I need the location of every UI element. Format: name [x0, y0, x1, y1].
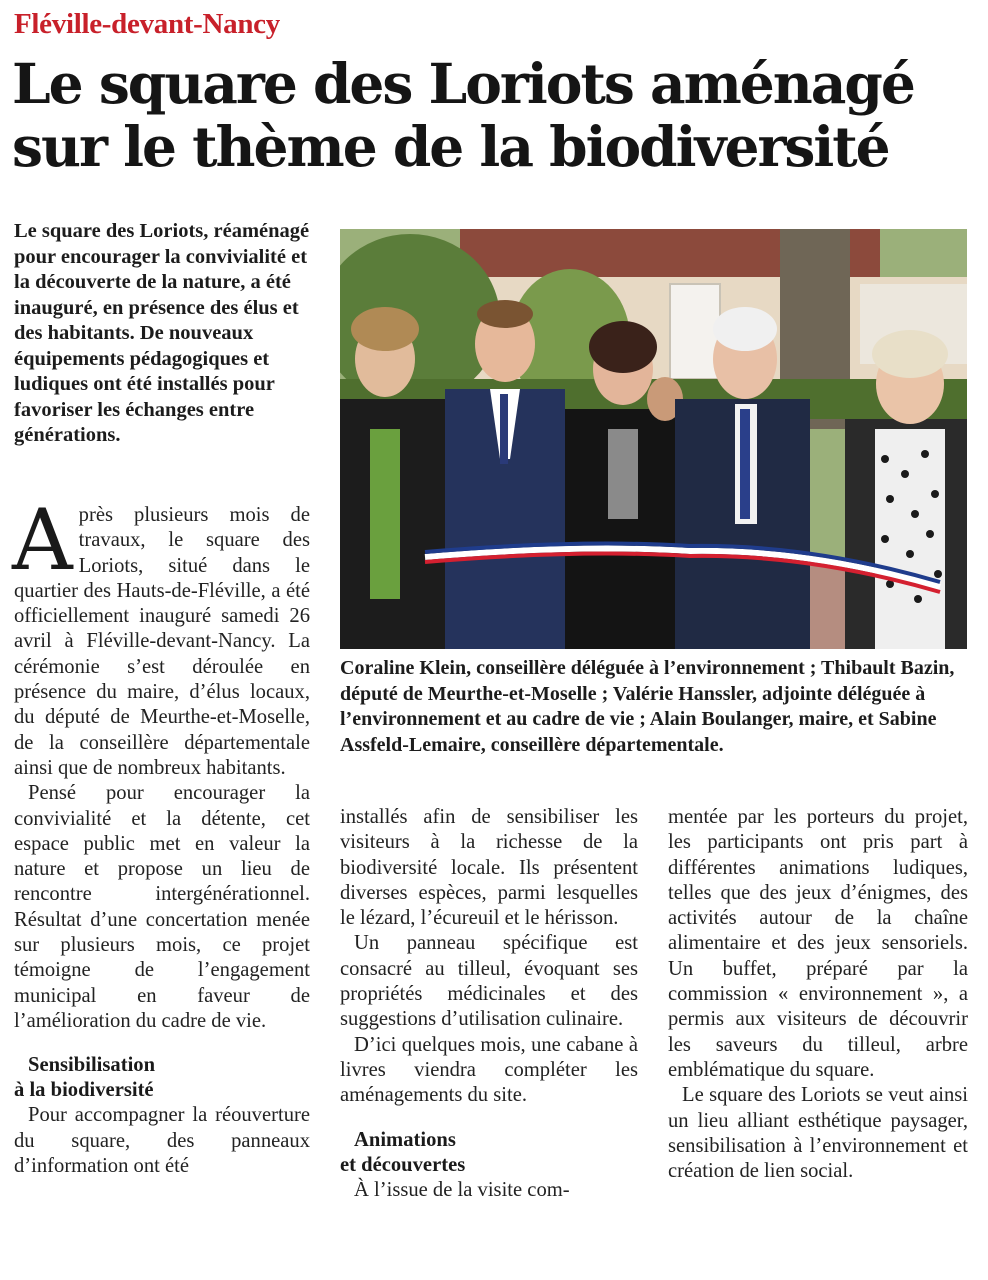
body-paragraph-2: Pensé pour encourager la convivialité et la détente, cet espace public met en valeur la nature et propose un lieu de rencontre intergénérationnel. Résultat d’une concertation menée sur plusieurs mois, ce projet témoigne de l’engagement municipal en faveur de l’amélioration du cadre de vie.: [14, 782, 310, 1032]
subheading-animations: Animations et découvertes: [340, 1128, 466, 1176]
body-paragraph-5: D’ici quelques mois, une cabane à livres viendra compléter les aménagements du site.: [340, 1033, 638, 1107]
article-lead: Le square des Loriots, réaménagé pour encourager la convivialité et la découverte de la nature, a été inauguré, en présence des élus et des habitants. De nouveaux équipements pédagogiques et ludiques ont été installés pour favoriser les échanges entre générations.: [14, 220, 310, 446]
body-paragraph-6-start: À l’issue de la visite com-: [354, 1178, 570, 1201]
photo-caption: Coraline Klein, conseillère déléguée à l’environnement ; Thibault Bazin, député de Meurthe-et-Moselle ; Valérie Hanssler, adjointe déléguée à l’environnement et au cadre de vie ; Alain Boulanger, maire, et Sabine Assfeld-Lemaire, conseillère départementale.: [340, 657, 955, 756]
article-kicker: Fléville-devant-Nancy: [14, 8, 280, 40]
headline-line-2: sur le thème de la biodiversité: [12, 114, 889, 179]
article-photo: [340, 229, 967, 649]
body-paragraph-6-cont: mentée par les porteurs du projet, les participants ont pris part à différentes animations ludiques, telles que des jeux d’énigmes, des activités autour de la chaîne alimentaire et des jeux sensoriels. Un buffet, préparé par la commission « environnement », a permis aux visiteurs de découvrir les saveurs du tilleul, arbre emblématique du square.: [668, 806, 968, 1081]
body-paragraph-3-cont: installés afin de sensibiliser les visiteurs à la richesse de la biodiversité locale. Ils présentent diverses espèces, parmi lesquelles le lézard, l’écureuil et le hérisson.: [340, 806, 638, 930]
body-column-1: [12, 491, 310, 1179]
subheading-sensibilisation: Sensibilisation à la biodiversité: [14, 1054, 156, 1102]
body-paragraph-7: Le square des Loriots se veut ainsi un lieu alliant esthétique paysager, sensibilisation à l’environnement et création de lien social.: [668, 1084, 968, 1183]
body-column-2: [340, 805, 638, 1203]
article-headline: [12, 52, 972, 178]
body-column-3: [668, 805, 968, 1184]
body-paragraph-1: Après plusieurs mois de travaux, le square des Loriots, situé dans le quartier des Hauts-de-Fléville, a été officiellement inauguré samedi 26 avril à Fléville-devant-Nancy. La cérémonie s’est déroulée en présence du maire, d’élus locaux, du député de Meurthe-et-Moselle, de la conseillère départementale ainsi que de nombreux habitants.: [12, 491, 310, 779]
drop-cap: A: [12, 491, 73, 589]
body-paragraph-4: Un panneau spécifique est consacré au tilleul, évoquant ses propriétés médicinales et des suggestions d’utilisation culinaire.: [340, 932, 638, 1031]
headline-line-1: Le square des Loriots aménagé: [12, 51, 914, 116]
body-paragraph-3-start: Pour accompagner la réouverture du square, des panneaux d’information ont été: [14, 1104, 310, 1177]
